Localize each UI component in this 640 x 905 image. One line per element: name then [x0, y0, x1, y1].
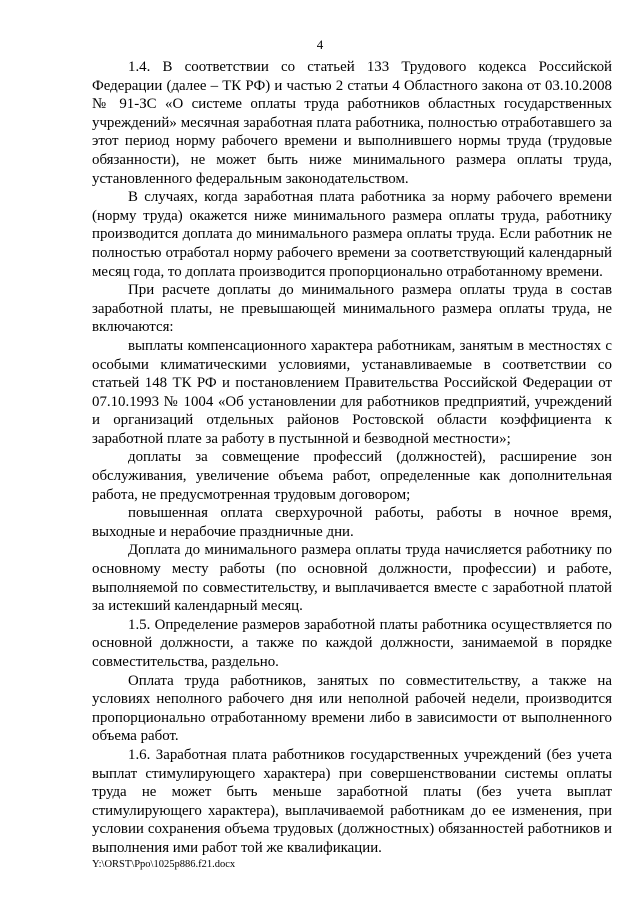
list-item-combined-professions: доплаты за совмещение профессий (должностей), расширение зон обслуживания, увеличение объема работ, определенные как дополнительная работа, не предусмотренная трудовым договором; — [92, 449, 612, 503]
page-number: 4 — [316, 37, 324, 52]
paragraph-min-wage-supplement: В случаях, когда заработная плата работника за норму рабочего времени (норму труда) окажется ниже минимального размера оплаты труда, работнику производится доплата до минимального размера оплаты труда. Если работник не полностью отработал норму рабочего времени за соответствующий календарный месяц года, то доплата производится пропорционально отработанному времени. — [92, 189, 612, 280]
paragraph-1-4: 1.4. В соответствии со статьей 133 Трудового кодекса Российской Федерации (далее – ТК РФ) и частью 2 статьи 4 Областного закона от 03.10.2008 № 91-ЗС «О системе оплаты труда работников областных государственных учреждений» месячная заработная плата работника, полностью отработавшего за этот период норму рабочего времени и выполнившего нормы труда (трудовые обязанности), не может быть ниже минимального размера оплаты труда, установленного федеральным законодательством. — [92, 59, 612, 187]
paragraph-exclusions-intro: При расчете доплаты до минимального размера оплаты труда в состав заработной платы, не превышающей минимального размера оплаты труда, не включаются: — [92, 282, 612, 336]
footer-file-path: Y:\ORST\Ppo\1025p886.f21.docx — [92, 859, 236, 870]
list-item-climatic-compensation: выплаты компенсационного характера работникам, занятым в местностях с особыми климатическими условиями, устанавливаемые в соответствии со статьей 148 ТК РФ и постановлением Правительства Российской Федерации от 07.10.1993 № 1004 «Об установлении для работников предприятий, учреждений и организаций отдельных районов Ростовской области коэффициента к заработной плате за работу в пустынной и безводной местности»; — [92, 337, 612, 447]
paragraph-1-6: 1.6. Заработная плата работников государственных учреждений (без учета выплат стимулирующего характера) при совершенствовании системы оплаты труда не может быть меньше заработной платы (без учета выплат стимулирующего характера), выплачиваемой работникам до ее изменения, при условии сохранения объема трудовых (должностных) обязанностей работников и выполнения ими работ той же квалификации. — [92, 746, 612, 856]
paragraph-part-time-pay: Оплата труда работников, занятых по совместительству, а также на условиях неполного рабочего дня или неполной рабочей недели, производится пропорционально отработанному времени либо в зависимости от выполненного объема работ. — [92, 672, 612, 745]
paragraph-1-5: 1.5. Определение размеров заработной платы работника осуществляется по основной должности, а также по каждой должности, занимаемой в порядке совместительства, раздельно. — [92, 616, 612, 670]
paragraph-supplement-accrual: Доплата до минимального размера оплаты труда начисляется работнику по основному месту работы (по основной должности, профессии) и работе, выполняемой по совместительству, и выплачивается вместе с заработной платой за истекший календарный месяц. — [92, 542, 612, 615]
document-body — [92, 58, 612, 858]
list-item-overtime-pay: повышенная оплата сверхурочной работы, работы в ночное время, выходные и нерабочие праздничные дни. — [92, 505, 612, 540]
